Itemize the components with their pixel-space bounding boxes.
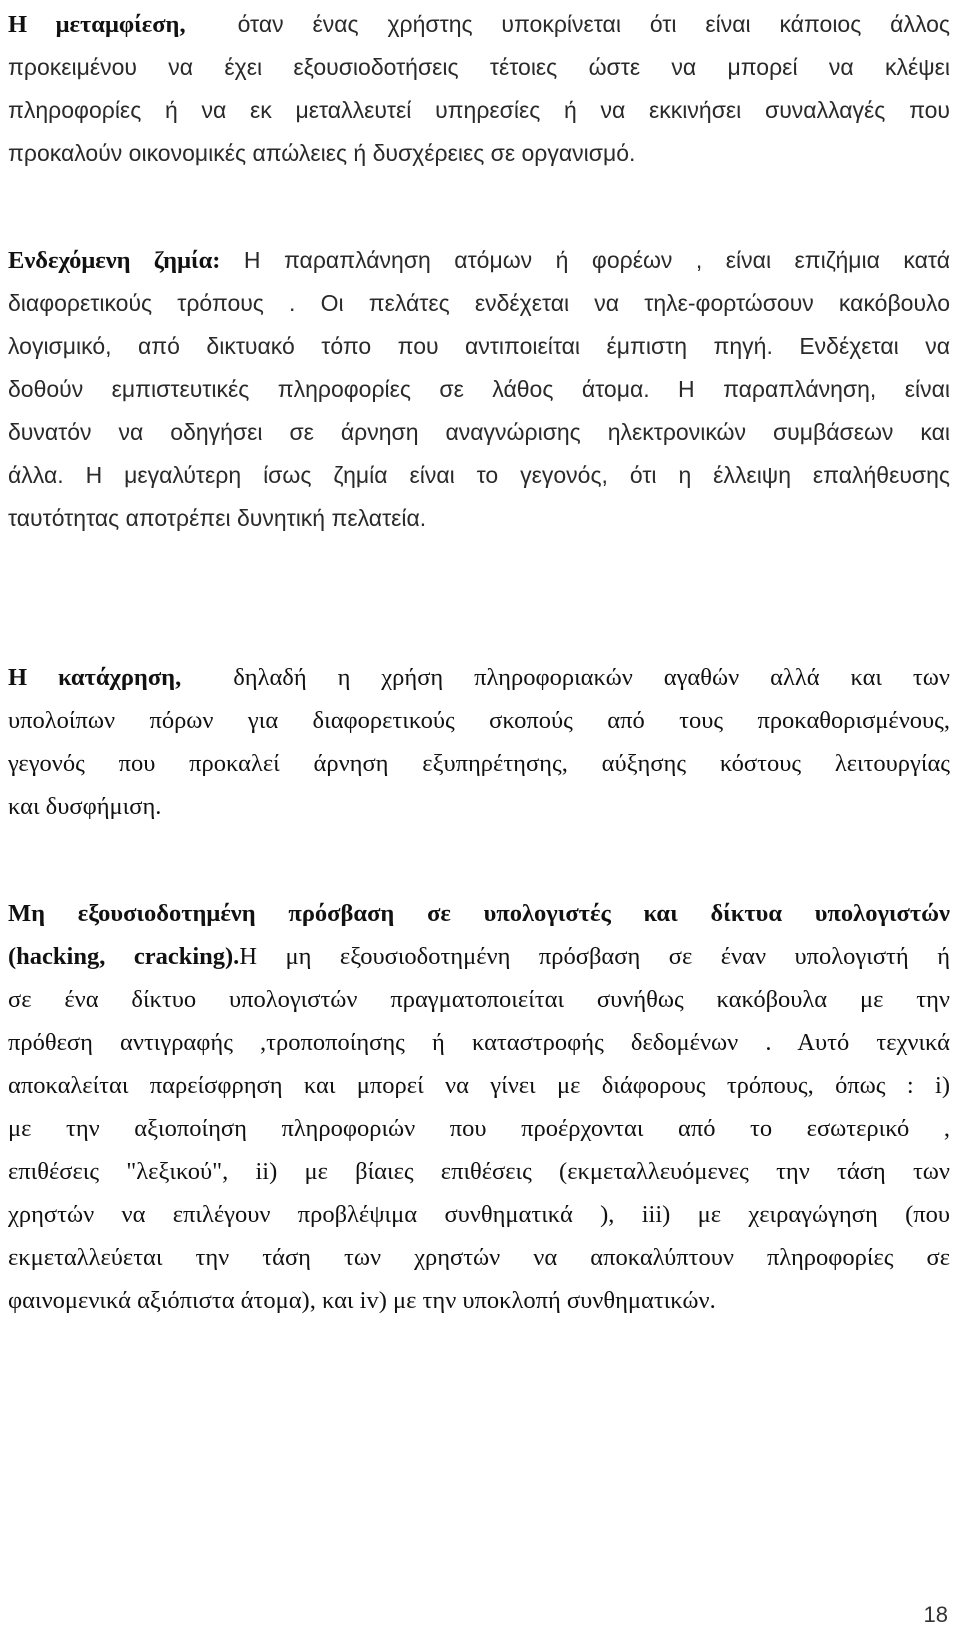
term-heading: (hacking, cracking). xyxy=(8,943,240,970)
text-line: σε ένα δίκτυο υπολογιστών πραγματοποιείται συνήθως κακόβουλα με την xyxy=(8,986,950,1013)
line-text: Η μη εξουσιοδοτημένη πρόσβαση σε έναν υπολογιστή ή xyxy=(239,943,951,970)
text-line: φαινομενικά αξιόπιστα άτομα), και iv) με την υποκλοπή συνθηματικών. xyxy=(8,1287,716,1314)
text-line: δυνατόν να οδηγήσει σε άρνηση αναγνώρισης ηλεκτρονικών συμβάσεων και xyxy=(8,419,950,445)
text-line: ταυτότητας αποτρέπει δυνητική πελατεία. xyxy=(8,505,427,531)
term-heading: Η κατάχρηση, xyxy=(8,664,182,691)
text-line: προκειμένου να έχει εξουσιοδοτήσεις τέτοιες ώστε να μπορεί να κλέψει xyxy=(8,54,950,80)
term-heading: Ενδεχόμενη ζημία: xyxy=(8,247,221,274)
text-line xyxy=(8,935,950,978)
paragraph-potential-damage xyxy=(8,239,950,540)
text-line: λογισμικό, από δικτυακό τόπο που αντιποιείται έμπιστη πηγή. Ενδέχεται να xyxy=(8,333,950,359)
text-line: γεγονός που προκαλεί άρνηση εξυπηρέτησης, αύξησης κόστους λειτουργίας xyxy=(8,750,950,777)
text-line: πληροφορίες ή να εκ μεταλλευτεί υπηρεσίες ή να εκκινήσει συναλλαγές που xyxy=(8,97,950,123)
text-line: άλλα. Η μεγαλύτερη ίσως ζημία είναι το γεγονός, ότι η έλλειψη επαλήθευσης xyxy=(8,462,950,488)
line-text: όταν ένας χρήστης υποκρίνεται ότι είναι κάποιος άλλος xyxy=(237,11,950,37)
text-line: διαφορετικούς τρόπους . Οι πελάτες ενδέχεται να τηλε-φορτώσουν κακόβουλο xyxy=(8,290,950,316)
term-heading: Η μεταμφίεση, xyxy=(8,11,186,38)
text-line: επιθέσεις "λεξικού", ii) με βίαιες επιθέσεις (εκμεταλλευόμενες την τάση των xyxy=(8,1158,950,1185)
line-text: Η παραπλάνηση ατόμων ή φορέων , είναι επιζήμια κατά xyxy=(243,247,950,273)
line-text: δηλαδή η χρήση πληροφοριακών αγαθών αλλά και των xyxy=(233,664,950,691)
paragraph-impersonation xyxy=(8,3,950,175)
text-line: προκαλούν οικονομικές απώλειες ή δυσχέρειες σε οργανισμό. xyxy=(8,140,636,166)
text-line: αποκαλείται παρείσφρηση και μπορεί να γίνει με διάφορους τρόπους, όπως : i) xyxy=(8,1072,950,1099)
text-line xyxy=(8,656,950,699)
text-line xyxy=(8,239,950,282)
page-number: 18 xyxy=(923,1602,948,1627)
text-line xyxy=(8,3,950,46)
paragraph-hacking xyxy=(8,892,950,1322)
section-heading: Μη εξουσιοδοτημένη πρόσβαση σε υπολογιστές και δίκτυα υπολογιστών xyxy=(8,900,950,927)
text-line: με την αξιοποίηση πληροφοριών που προέρχονται από το εσωτερικό , xyxy=(8,1115,950,1142)
text-line: πρόθεση αντιγραφής ,τροποποίησης ή καταστροφής δεδομένων . Αυτό τεχνικά xyxy=(8,1029,950,1056)
text-line: και δυσφήμιση. xyxy=(8,793,162,820)
paragraph-misuse xyxy=(8,656,950,828)
text-line: χρηστών να επιλέγουν προβλέψιμα συνθηματικά ), iii) με χειραγώγηση (που xyxy=(8,1201,950,1228)
text-line: εκμεταλλεύεται την τάση των χρηστών να αποκαλύπτουν πληροφορίες σε xyxy=(8,1244,950,1271)
text-line xyxy=(8,892,950,935)
text-line: υπολοίπων πόρων για διαφορετικούς σκοπούς από τους προκαθορισμένους, xyxy=(8,707,950,734)
text-line: δοθούν εμπιστευτικές πληροφορίες σε λάθος άτομα. Η παραπλάνηση, είναι xyxy=(8,376,950,402)
